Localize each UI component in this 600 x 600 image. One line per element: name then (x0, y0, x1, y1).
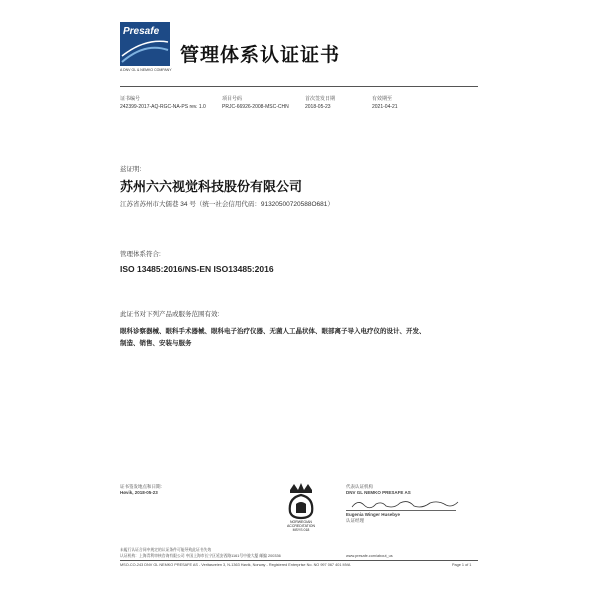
signer-title: 认证经理 (346, 518, 364, 523)
logo-swoosh-icon (120, 22, 170, 66)
conform-label: 管理体系符合: (120, 251, 161, 258)
place-date-value: Høvik, 2018-05-23 (120, 490, 158, 495)
scope-line-2: 制造、销售、安装与服务 (120, 340, 192, 347)
issuer-name: DNV GL NEMKO PRESAFE AS (346, 490, 411, 495)
cert-number-block (120, 95, 206, 111)
lab-line: 认证机构：上海青利审核咨询有限公司 中国上海市长宁区延安西路1161号中骏大厦 邮编 200336 (120, 554, 281, 558)
crown-icon (276, 480, 326, 520)
signer-name: Eugenia Winger Husebye (346, 512, 400, 517)
footer-divider (120, 560, 478, 561)
signer-block (346, 512, 400, 524)
first-issue-label: 首次签发日期 (305, 96, 336, 102)
first-issue-value: 2018-05-23 (305, 104, 331, 110)
logo-tagline: A DNV GL & NEMKO COMPANY (120, 68, 172, 72)
accreditation-text (276, 520, 326, 532)
page-number: Page 1 of 1 (452, 563, 472, 567)
hereby-label: 兹证明: (120, 166, 142, 173)
website-link[interactable]: www.presafe.com/about_us (346, 554, 393, 558)
header-divider (120, 86, 478, 87)
certificate-title: 管理体系认证证书 (180, 44, 341, 66)
issuer-label: 代表认证机构 (346, 484, 373, 489)
scope-label: 此证书对下列产品或服务范围有效: (120, 311, 220, 318)
first-issue-block (305, 95, 335, 111)
place-date-block (120, 484, 162, 496)
project-number-label: 项目号码 (222, 96, 243, 102)
valid-until-block (372, 95, 398, 111)
standard-name: ISO 13485:2016/NS-EN ISO13485:2016 (120, 264, 274, 274)
project-number-value: PRJC-66926-2008-MSC-CHN (222, 104, 289, 110)
cert-number-label: 证书编号 (120, 96, 141, 102)
place-date-label: 证书签发地点和日期: (120, 484, 162, 489)
issuer-block (346, 484, 411, 496)
address-line: MSO-CO-243 DNV GL NEMKO PRESAFE AS - Veritasveien 3, N-1363 Høvik, Norway - Registered Enterprise No. NO 997 067 401 MVA (120, 563, 351, 567)
accreditation-line-1: NORWEGIAN (290, 520, 312, 524)
note-line: 未履行认证合同中规定的认证条件可能导致此证书失效 (120, 548, 212, 552)
logo-word: Presafe (123, 26, 160, 37)
signature-line (346, 510, 456, 511)
valid-until-label: 有效期至 (372, 96, 393, 102)
accreditation-line-3: MSYS 018 (292, 528, 310, 532)
project-number-block (222, 95, 289, 111)
logo-box (120, 22, 170, 66)
presafe-logo (120, 22, 170, 78)
handwritten-signature-icon (350, 497, 460, 511)
scope-line-1: 眼科诊察器械、眼科手术器械、眼科电子治疗仪器、无菌人工晶状体、眼部离子导入电疗仪的设计、开发、 (120, 328, 426, 335)
company-address: 江苏省苏州市大儒巷 34 号（统一社会信用代码：91320500720588O681） (120, 201, 334, 208)
valid-until-value: 2021-04-21 (372, 104, 398, 110)
accreditation-mark (276, 480, 326, 540)
company-name: 苏州六六视觉科技股份有限公司 (120, 180, 303, 195)
scope-text (120, 326, 480, 350)
cert-number-value: 242399-2017-AQ-RGC-NA-PS rev. 1.0 (120, 104, 206, 110)
accreditation-line-2: ACCREDITATION (286, 524, 316, 528)
